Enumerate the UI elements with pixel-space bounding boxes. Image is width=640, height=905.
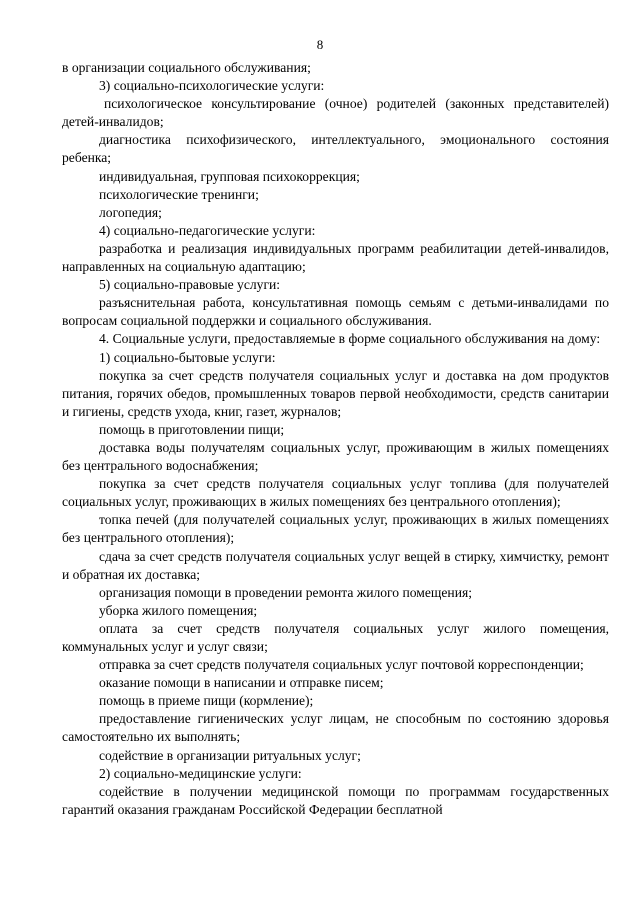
list-item: сдача за счет средств получателя социальных услуг вещей в стирку, химчистку, ремонт и обратная их доставка; (62, 548, 609, 582)
document-body (62, 59, 609, 819)
list-item: оплата за счет средств получателя социальных услуг жилого помещения, коммунальных услуг и услуг связи; (62, 620, 609, 654)
section-heading-medical: 2) социально-медицинские услуги: (99, 765, 302, 781)
list-item: разработка и реализация индивидуальных программ реабилитации детей-инвалидов, направленных на социальную адаптацию; (62, 240, 609, 275)
list-item: психологические тренинги; (99, 186, 259, 202)
list-item: содействие в получении медицинской помощи по программам государственных гарантий оказания гражданам Российской Федерации бесплатной (62, 783, 609, 817)
list-item: разъяснительная работа, консультативная помощь семьям с детьми-инвалидами по вопросам социальной поддержки и социального обслуживания. (62, 295, 609, 329)
section-heading-legal: 5) социально-правовые услуги: (99, 277, 281, 293)
list-item: покупка за счет средств получателя социальных услуг топлива (для получателей социальных услуг, проживающих в жилых помещениях без центрального отопления); (62, 476, 609, 510)
list-item: доставка воды получателям социальных услуг, проживающим в жилых помещениях без центрального водоснабжения; (62, 439, 609, 474)
list-item: диагностика психофизического, интеллектуального, эмоционального состояния ребенка; (62, 132, 609, 166)
list-item: логопедия; (99, 204, 162, 220)
list-item: содействие в организации ритуальных услуг; (99, 747, 361, 763)
list-item: уборка жилого помещения; (99, 602, 258, 618)
page-number: 8 (316, 37, 324, 52)
list-item: топка печей (для получателей социальных услуг, проживающих в жилых помещениях без центрального отопления); (62, 512, 609, 546)
list-item: отправка за счет средств получателя социальных услуг почтовой корреспонденции; (99, 657, 584, 673)
list-item: психологическое консультирование (очное) родителей (законных представителей) детей-инвалидов; (62, 96, 609, 130)
list-item: предоставление гигиенических услуг лицам, не способным по состоянию здоровья самостоятельно их выполнять; (62, 711, 609, 745)
list-item: помощь в приеме пищи (кормление); (99, 693, 314, 709)
paragraph-continuation: в организации социального обслуживания; (62, 60, 311, 75)
list-item: организация помощи в проведении ремонта жилого помещения; (99, 584, 473, 600)
section-heading-household: 1) социально-бытовые услуги: (99, 349, 276, 365)
section-heading-psychological: 3) социально-психологические услуги: (99, 78, 325, 94)
list-item: индивидуальная, групповая психокоррекция; (99, 168, 360, 184)
list-item: покупка за счет средств получателя социальных услуг и доставка на дом продуктов питания, горячих обедов, промышленных товаров первой необходимости, средств санитарии и гигиены, средств ухода, книг, газет, журналов; (62, 367, 609, 419)
section-heading-pedagogical: 4) социально-педагогические услуги: (99, 222, 316, 238)
list-item: оказание помощи в написании и отправке писем; (99, 675, 384, 691)
list-item: помощь в приготовлении пищи; (99, 421, 285, 437)
section-heading-home-services: 4. Социальные услуги, предоставляемые в форме социального обслуживания на дому: (99, 331, 601, 347)
